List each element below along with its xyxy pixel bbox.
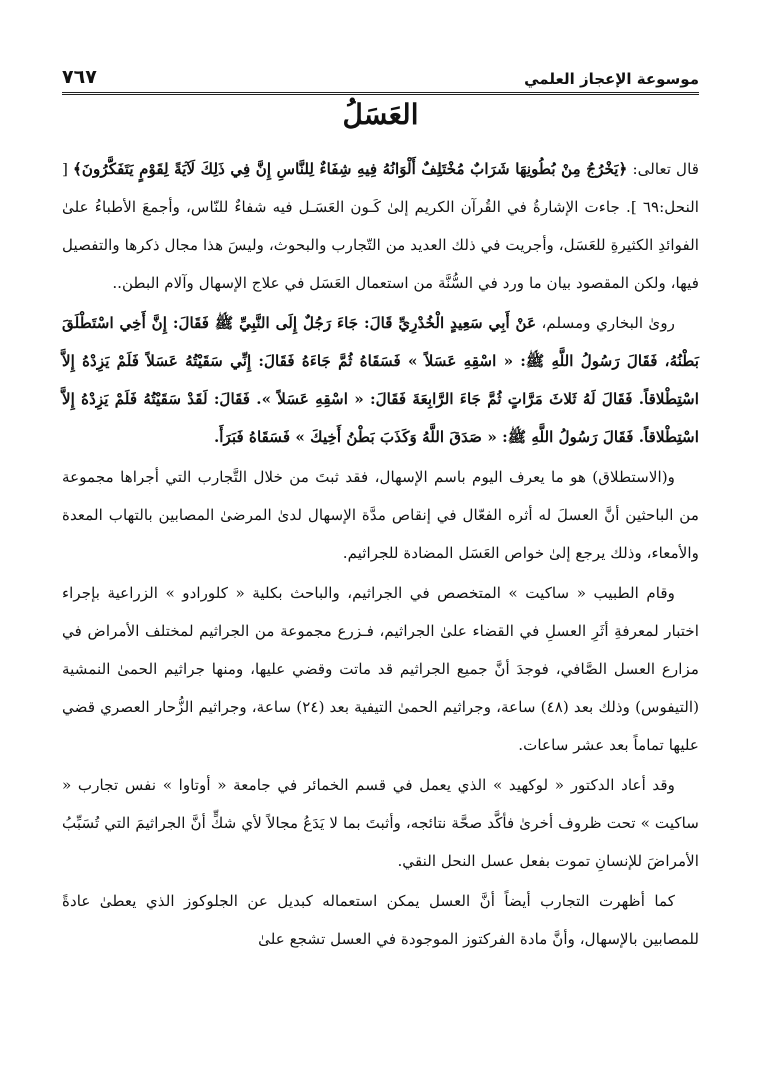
hadith-intro: رویٰ البخاري ومسلم، bbox=[536, 314, 675, 332]
paragraph: كما أظهرت التجارب أيضاً أنَّ العسل يمكن استعماله كبديل عن الجلوكوز الذي يعطىٰ عادةً للمصابين بالإسهال، وأنَّ مادة الفركتوز الموجودة في العسل تشجع علىٰ bbox=[62, 892, 699, 948]
page-number: ٧٦٧ bbox=[62, 66, 97, 88]
section-title: العَسَلُ bbox=[342, 98, 419, 131]
paragraph-hadith bbox=[62, 304, 699, 456]
paragraph: وقد أعاد الدكتور « لوكهيد » الذي يعمل في قسم الخمائر في جامعة « أوتاوا » نفس تجارب « ساكيت » تحت ظروف أخرىٰ فأكَّد صحَّة نتائجه، وأثبتَ بما لا يَدَعُ مجالاً لأي شكٍّ أنَّ الجراثيمَ التي تُسَبِّبُ الأمراضَ للإنسانِ تموت بفعل عسل النحل النقي. bbox=[62, 776, 699, 870]
running-title: موسوعة الإعجاز العلمي bbox=[524, 70, 699, 88]
hadith-text: عَنْ أَبِي سَعِيدٍ الْخُدْرِيِّ قَالَ: جَاءَ رَجُلٌ إِلَى النَّبِيِّ ﷺ فَقَالَ: إِنَّ أَخِي اسْتَطْلَقَ بَطْنُهُ، فَقَالَ رَسُولُ اللَّهِ ﷺ: « اسْقِهِ عَسَلاً » فَسَقَاهُ ثُمَّ جَاءَهُ فَقَالَ: إِنِّي سَقَيْتُهُ عَسَلاً فَلَمْ يَزِدْهُ إِلاَّ اسْتِطْلاقاً. فَقَالَ لَهُ ثَلاثَ مَرَّاتٍ ثُمَّ جَاءَ الرَّابِعَةَ فَقَالَ: « اسْقِهِ عَسَلاً ». فَقَالَ: لَقَدْ سَقَيْتُهُ فَلَمْ يَزِدْهُ إِلاَّ اسْتِطْلاقاً. فَقَالَ رَسُولُ اللَّهِ ﷺ: « صَدَقَ اللَّهُ وَكَذَبَ بَطْنُ أَخِيكَ » فَسَقَاهُ فَبَرَأَ. bbox=[62, 314, 699, 446]
quran-commentary: [ النحل:٦٩ ]. جاءت الإشارةُ في القُرآن الكريم إلىٰ كَـون العَسَـل فيه شفاءٌ للنّاس، وأجمعَ الأطباءُ علىٰ الفوائدِ الكثيرةِ للعَسَل، وأجريت في ذلك العديد من التّجارب والبحوث، وليسَ هذا مجال ذكرها والتفصيل فيها، ولكن المقصود بيان ما ورد في السُّنَّة من استعمال العَسَل في علاج الإسهال وآلام البطن.. bbox=[62, 160, 699, 292]
paragraph: وقام الطبيب « ساكيت » المتخصص في الجراثيم، والباحث بكلية « كلورادو » الزراعية بإجراء اختبار لمعرفةِ أثَرِ العسلِ في القضاء علىٰ الجراثيم، فـزرع مجموعة من الجراثيم لمختلف الأمراض في مزارع العسل الصَّافي، فوجدَ أنَّ جميع الجراثيم قد ماتت وقضي عليها، ومنها جراثيم الحمىٰ النمشية (التيفوس) وذلك بعد (٤٨) ساعة، وجراثيم الحمىٰ التيفية بعد (٢٤) ساعة، وجراثيم الزُّحار العصري قضي عليها تماماً بعد عشر ساعات. bbox=[62, 584, 699, 754]
page-header bbox=[62, 58, 699, 95]
quran-intro: قال تعالى: bbox=[627, 160, 699, 178]
paragraph-quran bbox=[62, 150, 699, 302]
quran-verse: ﴿يَخْرُجُ مِنْ بُطُونِهَا شَرَابٌ مُخْتَلِفٌ أَلْوَانُهُ فِيهِ شِفَاءٌ لِلنَّاسِ إِنَّ فِي ذَلِكَ لَآيَةً لِقَوْمٍ يَتَفَكَّرُونَ﴾ bbox=[72, 160, 628, 178]
body-text bbox=[62, 150, 699, 960]
paragraph: و(الاستطلاق) هو ما يعرف اليوم باسم الإسهال، فقد ثبتَ من خلال التَّجارب التي أجراها مجموعة من الباحثين أنَّ العسلَ له أثره الفعّال في إنقاص مدَّة الإسهال لدىٰ المرضىٰ المصابين بالتهاب المعدة والأمعاء، وذلك يرجع إلىٰ خواص العَسَل المضادة للجراثيم. bbox=[62, 468, 699, 562]
